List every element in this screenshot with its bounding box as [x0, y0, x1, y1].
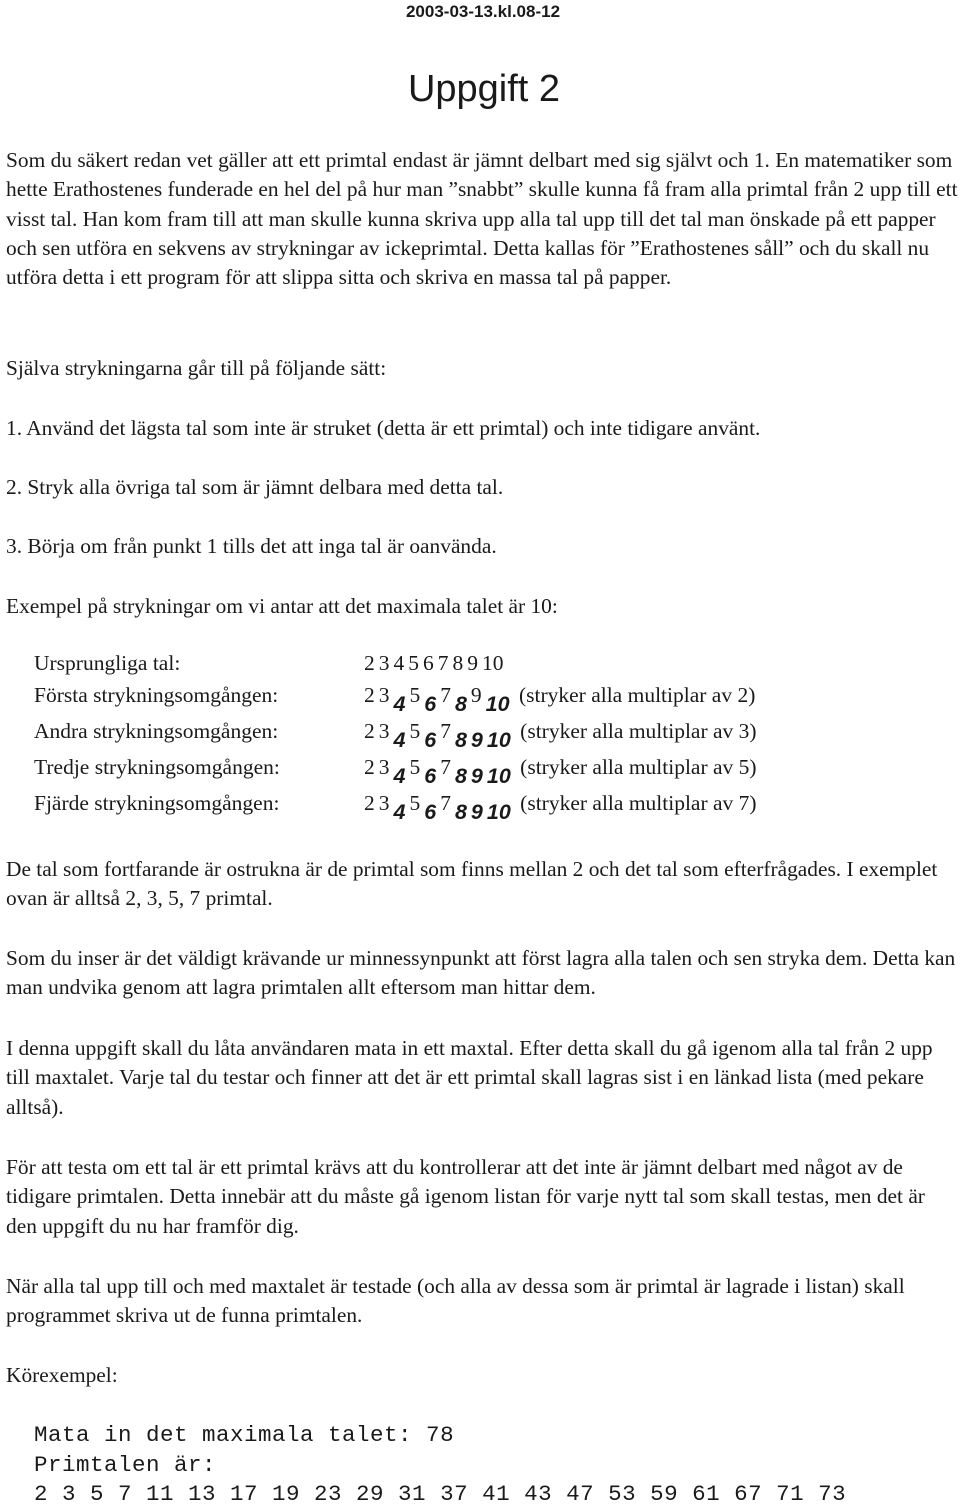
page-title: Uppgift 2 — [407, 68, 561, 110]
example-row-note: (stryker alla multiplar av 2) — [513, 683, 756, 707]
number: 2 — [364, 791, 375, 815]
run-example-label: Körexempel: — [6, 1363, 118, 1387]
number: 7 — [440, 791, 451, 815]
example-row-numbers — [364, 651, 508, 676]
example-row-label: Andra strykningsomgången: — [34, 719, 279, 743]
example-row-numbers — [364, 791, 757, 824]
number: 5 — [409, 683, 421, 707]
paragraph-testing: För att testa om ett tal är ett primtal krävs att du kontrollerar att det inte är jämnt delbart med något av de tidigare primtalen. Detta innebär att du måste gå igenom listan för varje nytt tal som skall testas, men det är den uppgift du nu har framför dig. — [6, 1155, 925, 1238]
struck-number: 9 — [470, 728, 483, 752]
number: 3 — [378, 651, 390, 675]
number: 5 — [409, 719, 421, 743]
struck-number: 10 — [485, 692, 510, 716]
number: 5 — [409, 755, 421, 779]
intro-paragraph: Som du säkert redan vet gäller att ett primtal endast är jämnt delbart med sig självt och 1. En matematiker som hette Erathostenes funderade en hel del på hur man ”snabbt” skulle kunna få fram alla primtal från 2 upp till ett visst tal. Han kom fram till att man skulle kunna skriva upp alla tal upp till det tal man önskade på ett papper och sen utföra en sekvens av strykningar av ickeprimtal. Detta kallas för ”Erathostenes såll” och du skall nu utföra detta i ett program för att slippa sitta och skriva en massa tal på papper. — [6, 148, 958, 290]
struck-number: 9 — [470, 800, 483, 824]
paragraph-task: I denna uppgift skall du låta användaren mata in ett maxtal. Efter detta skall du gå igenom alla tal från 2 upp till maxtalet. Varje tal du testar och finner att det är ett primtal skall lagras sist i en länkad lista (med pekare alltså). — [6, 1036, 933, 1119]
number: 7 — [440, 683, 451, 707]
struck-number: 8 — [454, 728, 467, 752]
struck-number: 4 — [393, 800, 406, 824]
document-date-header: 2003-03-13.kl.08-12 — [405, 2, 561, 21]
example-row-note: (stryker alla multiplar av 3) — [514, 719, 757, 743]
example-row-label: Första strykningsomgången: — [34, 683, 279, 707]
struck-number: 8 — [454, 692, 467, 716]
run-example-line-3: 2 3 5 7 11 13 17 19 23 29 31 37 41 43 47 53 59 61 67 71 73 — [34, 1481, 847, 1507]
run-example-line-2: Primtalen är: — [34, 1452, 217, 1478]
struck-number: 10 — [486, 800, 511, 824]
step-1: 1. Använd det lägsta tal som inte är struket (detta är ett primtal) och inte tidigare använt. — [6, 416, 761, 440]
paragraph-output: När alla tal upp till och med maxtalet är testade (och alla av dessa som är primtal är lagrade i listan) skall programmet skriva ut de funna primtalen. — [6, 1274, 905, 1328]
number: 10 — [482, 651, 504, 675]
number: 3 — [378, 791, 390, 815]
step-3: 3. Börja om från punkt 1 tills det att inga tal är oanvända. — [6, 534, 497, 558]
number: 4 — [393, 651, 405, 675]
number: 2 — [364, 719, 375, 743]
struck-number: 4 — [393, 728, 406, 752]
number: 7 — [437, 651, 449, 675]
number: 7 — [440, 719, 451, 743]
example-row-note: (stryker alla multiplar av 7) — [514, 791, 757, 815]
struck-number: 6 — [424, 692, 437, 716]
run-example-line-1: Mata in det maximala talet: 78 — [34, 1422, 455, 1448]
number: 3 — [378, 683, 390, 707]
struck-number: 4 — [393, 692, 406, 716]
example-row-label: Tredje strykningsomgången: — [34, 755, 280, 779]
paragraph-memory: Som du inser är det väldigt krävande ur minnessynpunkt att först lagra alla talen och sen stryka dem. Detta kan man undvika genom att lagra primtalen allt eftersom man hittar dem. — [6, 946, 956, 1000]
example-row-numbers — [364, 719, 757, 752]
number: 3 — [378, 755, 390, 779]
struck-number: 8 — [454, 800, 467, 824]
example-intro: Exempel på strykningar om vi antar att det maximala talet är 10: — [6, 594, 558, 618]
number: 2 — [364, 651, 375, 675]
number: 2 — [364, 683, 375, 707]
struck-number: 8 — [454, 764, 467, 788]
number: 9 — [467, 651, 478, 675]
struck-number: 6 — [424, 800, 437, 824]
struck-number: 4 — [393, 764, 406, 788]
number: 2 — [364, 755, 375, 779]
example-row-numbers — [364, 755, 757, 788]
number: 7 — [440, 755, 451, 779]
example-row-label: Ursprungliga tal: — [34, 651, 181, 675]
example-row-numbers — [364, 683, 756, 716]
struck-number: 6 — [424, 764, 437, 788]
number: 6 — [423, 651, 434, 675]
number: 9 — [470, 683, 482, 707]
example-row-label: Fjärde strykningsomgången: — [34, 791, 280, 815]
steps-intro: Själva strykningarna går till på följande sätt: — [6, 356, 387, 380]
paragraph-conclusion: De tal som fortfarande är ostrukna är de primtal som finns mellan 2 och det tal som efterfrågades. I exemplet ovan är alltså 2, 3, 5, 7 primtal. — [6, 857, 938, 911]
number: 3 — [378, 719, 390, 743]
number: 5 — [408, 651, 419, 675]
struck-number: 6 — [424, 728, 437, 752]
step-2: 2. Stryk alla övriga tal som är jämnt delbara med detta tal. — [6, 475, 504, 499]
struck-number: 10 — [486, 728, 511, 752]
number: 8 — [452, 651, 464, 675]
number: 5 — [409, 791, 421, 815]
struck-number: 9 — [470, 764, 483, 788]
struck-number: 10 — [486, 764, 511, 788]
example-row-note: (stryker alla multiplar av 5) — [514, 755, 757, 779]
